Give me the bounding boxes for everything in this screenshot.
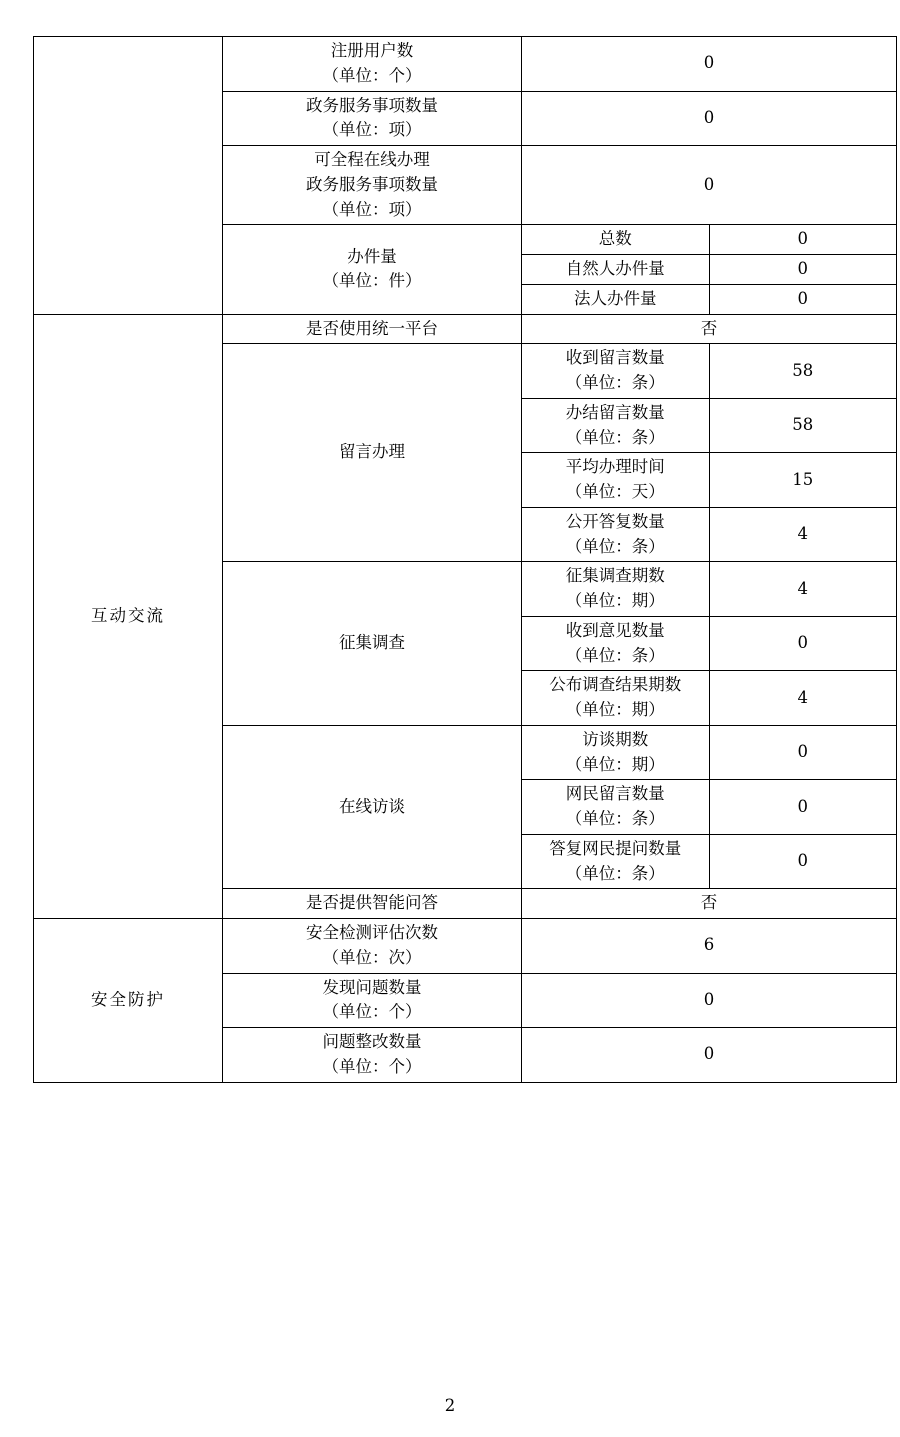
category-cell-security: 安全防护: [34, 919, 223, 1083]
value-messages-received: 58: [709, 344, 897, 399]
label-online-interview: 在线访谈: [223, 725, 522, 889]
value-security-assessments: 6: [522, 919, 897, 974]
value-unified-platform: 否: [522, 314, 897, 344]
value-registered-users: 0: [522, 37, 897, 92]
value-netizen-questions-answered: 0: [709, 834, 897, 889]
value-survey-periods: 4: [709, 562, 897, 617]
category-cell-interaction: 互动交流: [34, 314, 223, 919]
page-number: 2: [444, 1396, 456, 1415]
value-service-items: 0: [522, 91, 897, 146]
table-row: [34, 919, 897, 974]
value-public-replies: 4: [709, 507, 897, 562]
label-issues-rectified: 问题整改数量 （单位：个）: [223, 1028, 522, 1083]
label-case-volume: 办件量 （单位：件）: [223, 225, 522, 314]
value-messages-completed: 58: [709, 398, 897, 453]
label-survey: 征集调查: [223, 562, 522, 726]
sublabel-public-replies: 公开答复数量 （单位：条）: [522, 507, 710, 562]
label-unified-platform: 是否使用统一平台: [223, 314, 522, 344]
value-full-online-service-items: 0: [522, 146, 897, 225]
value-issues-rectified: 0: [522, 1028, 897, 1083]
sublabel-opinions-received: 收到意见数量 （单位：条）: [522, 616, 710, 671]
label-full-online-service-items: 可全程在线办理 政务服务事项数量 （单位：项）: [223, 146, 522, 225]
value-smart-qa: 否: [522, 889, 897, 919]
sublabel-case-natural-person: 自然人办件量: [522, 255, 710, 285]
label-issues-found: 发现问题数量 （单位：个）: [223, 973, 522, 1028]
label-service-items: 政务服务事项数量 （单位：项）: [223, 91, 522, 146]
sublabel-interview-periods: 访谈期数 （单位：期）: [522, 725, 710, 780]
category-cell-continued: [34, 37, 223, 315]
sublabel-messages-received: 收到留言数量 （单位：条）: [522, 344, 710, 399]
annual-report-table: [33, 36, 897, 1083]
table-row: [34, 37, 897, 92]
sublabel-average-handling-time: 平均办理时间 （单位：天）: [522, 453, 710, 508]
value-case-natural-person: 0: [709, 255, 897, 285]
sublabel-messages-completed: 办结留言数量 （单位：条）: [522, 398, 710, 453]
label-registered-users: 注册用户数 （单位：个）: [223, 37, 522, 92]
value-survey-results-published: 4: [709, 671, 897, 726]
sublabel-case-total: 总数: [522, 225, 710, 255]
value-opinions-received: 0: [709, 616, 897, 671]
sublabel-case-legal-person: 法人办件量: [522, 284, 710, 314]
value-case-total: 0: [709, 225, 897, 255]
sublabel-netizen-questions-answered: 答复网民提问数量 （单位：条）: [522, 834, 710, 889]
value-average-handling-time: 15: [709, 453, 897, 508]
value-issues-found: 0: [522, 973, 897, 1028]
label-smart-qa: 是否提供智能问答: [223, 889, 522, 919]
label-message-handling: 留言办理: [223, 344, 522, 562]
label-security-assessments: 安全检测评估次数 （单位：次）: [223, 919, 522, 974]
value-case-legal-person: 0: [709, 284, 897, 314]
value-interview-periods: 0: [709, 725, 897, 780]
table-row: [34, 314, 897, 344]
sublabel-netizen-messages: 网民留言数量 （单位：条）: [522, 780, 710, 835]
sublabel-survey-results-published: 公布调查结果期数 （单位：期）: [522, 671, 710, 726]
sublabel-survey-periods: 征集调查期数 （单位：期）: [522, 562, 710, 617]
value-netizen-messages: 0: [709, 780, 897, 835]
